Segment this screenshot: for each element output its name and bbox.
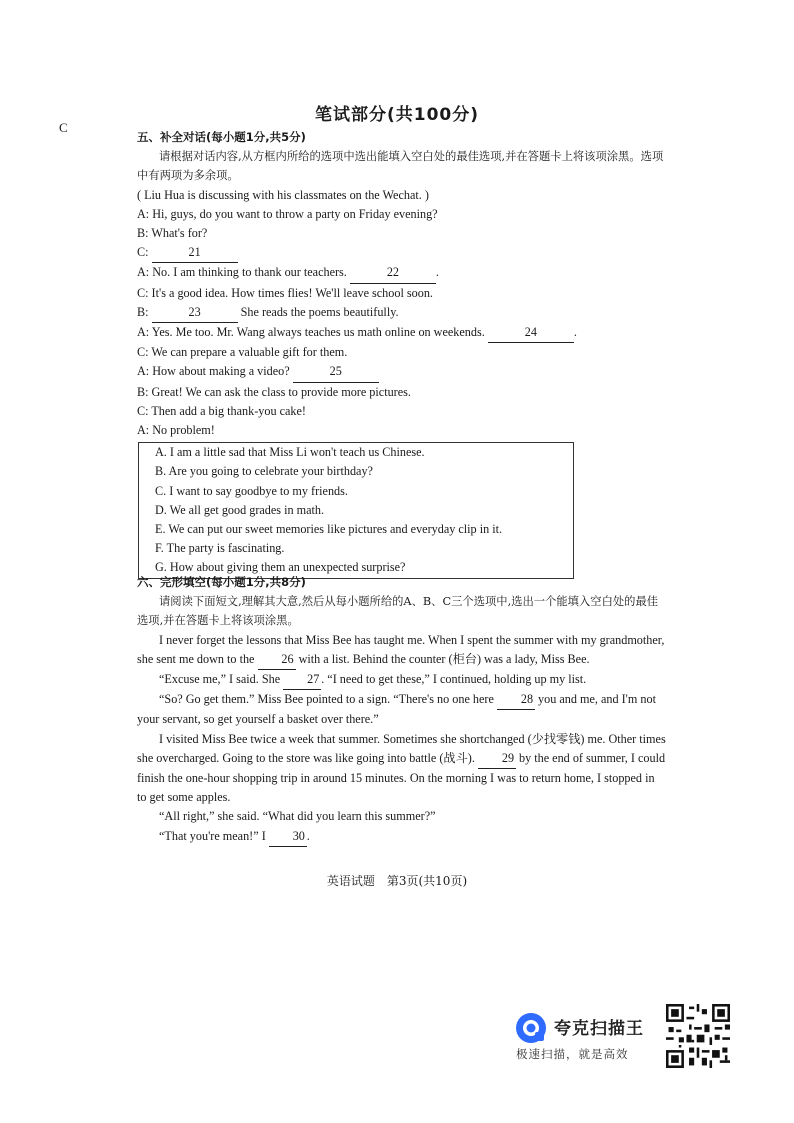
answer-blank: 24: [488, 323, 574, 343]
passage-text: “Excuse me,” I said. She: [159, 672, 284, 687]
passage-text: you and me, and I'm not your servant, so get yourself a basket over there.”: [137, 692, 656, 727]
section-6: [137, 573, 667, 847]
quark-logo-icon: [514, 1011, 548, 1045]
dialogue-line: [137, 323, 667, 343]
section-6-instruction: 请阅读下面短文,理解其大意,然后从每小题所给的A、B、C三个选项中,选出一个能填入空白处的最佳选项,并在答题卡上将该项涂黑。: [137, 595, 659, 628]
option-item: E. We can put our sweet memories like pictures and everyday clip in it.: [155, 522, 503, 537]
section-5-instruction: 请根据对话内容,从方框内所给的选项中选出能填入空白处的最佳选项,并在答题卡上将该项涂黑。选项中有两项为多余项。: [137, 150, 664, 183]
passage-paragraph: [137, 631, 667, 670]
dialogue-line: [137, 402, 667, 421]
dialogue-text: .: [435, 265, 439, 280]
answer-blank: 21: [152, 243, 238, 263]
options-box: [138, 442, 574, 578]
dialogue-line: [137, 243, 667, 263]
cloze-blank: 28: [497, 690, 535, 710]
dialogue-line: [137, 224, 667, 243]
option-item: B. Are you going to celebrate your birthday?: [155, 464, 373, 479]
scanner-watermark: [514, 1006, 664, 1066]
dialogue-text: A: No. I am thinking to thank our teachers.: [137, 265, 350, 280]
passage-text: “That you're mean!” I: [159, 828, 269, 843]
section-6-heading: 六、完形填空(每小题1分,共8分): [137, 575, 306, 589]
passage-text: with a list. Behind the counter (柜台) was a lady, Miss Bee.: [295, 651, 590, 666]
dialogue-text: C:: [137, 245, 152, 260]
dialogue-text: C: We can prepare a valuable gift for them.: [137, 345, 348, 360]
passage-paragraph: [137, 670, 667, 690]
answer-blank: 23: [152, 303, 238, 323]
qr-code-icon[interactable]: [666, 1004, 730, 1068]
passage-text: . “I need to get these,” I continued, holding up my list.: [321, 672, 587, 687]
cloze-blank: 27: [283, 670, 321, 690]
dialogue-text: A: Hi, guys, do you want to throw a party on Friday evening?: [137, 206, 438, 221]
page-title: 笔试部分(共100分): [314, 105, 480, 125]
dialogue-line: [137, 303, 667, 323]
cloze-passage: [137, 631, 667, 847]
passage-text: I visited Miss Bee twice a week that summer. Sometimes she shortchanged (少找零钱) me. Other times she overcharged. Going to the store was like going into battle (战斗).: [137, 731, 666, 765]
dialogue-text: B: Great! We can ask the class to provide more pictures.: [137, 384, 411, 399]
dialogue-line: [137, 362, 667, 382]
dialogue-line: [137, 284, 667, 303]
dialogue: [137, 205, 667, 440]
cloze-blank: 30: [269, 827, 307, 847]
page-footer: 英语试题 第3页(共10页): [326, 874, 468, 888]
passage-paragraph: [137, 730, 667, 808]
passage-paragraph: [137, 690, 667, 729]
dialogue-text: A: No problem!: [137, 423, 215, 438]
section-5: [137, 128, 667, 581]
dialogue-text: C: Then add a big thank-you cake!: [137, 403, 306, 418]
dialogue-line: [137, 343, 667, 362]
option-item: A. I am a little sad that Miss Li won't teach us Chinese.: [155, 445, 425, 460]
option-item: D. We all get good grades in math.: [155, 502, 325, 517]
passage-paragraph: [137, 807, 667, 826]
dialogue-context: ( Liu Hua is discussing with his classmates on the Wechat. ): [137, 187, 429, 202]
passage-text: .: [306, 828, 310, 843]
option-item: F. The party is fascinating.: [155, 541, 285, 556]
answer-blank: 25: [293, 362, 379, 382]
cloze-blank: 26: [258, 650, 296, 670]
option-item: C. I want to say goodbye to my friends.: [155, 483, 348, 498]
margin-mark: C: [59, 120, 68, 135]
dialogue-line: [137, 263, 667, 283]
section-5-heading: 五、补全对话(每小题1分,共5分): [137, 130, 306, 144]
passage-paragraph: [137, 827, 667, 847]
dialogue-text: B:: [137, 304, 152, 319]
dialogue-line: [137, 383, 667, 402]
dialogue-text: C: It's a good idea. How times flies! We'll leave school soon.: [137, 285, 433, 300]
brand-name: 夸克扫描王: [554, 1019, 644, 1039]
passage-text: “All right,” she said. “What did you learn this summer?”: [159, 809, 436, 824]
dialogue-line: [137, 421, 667, 440]
passage-text: by the end of summer, I could finish the one-hour shopping trip in around 15 minutes. On the morning I was to return home, I stopped in to get some apples.: [137, 750, 666, 805]
dialogue-text: .: [573, 325, 577, 340]
dialogue-line: [137, 205, 667, 224]
answer-blank: 22: [350, 263, 436, 283]
brand-slogan: 极速扫描，就是高效: [516, 1047, 629, 1061]
passage-text: “So? Go get them.” Miss Bee pointed to a sign. “There's no one here: [159, 692, 497, 707]
option-item: G. How about giving them an unexpected surprise?: [155, 560, 406, 575]
dialogue-text: She reads the poems beautifully.: [237, 304, 399, 319]
passage-text: I never forget the lessons that Miss Bee has taught me. When I spent the summer with my grandmother, she sent me down to the: [137, 632, 665, 666]
dialogue-text: A: Yes. Me too. Mr. Wang always teaches us math online on weekends.: [137, 325, 488, 340]
dialogue-text: A: How about making a video?: [137, 364, 293, 379]
cloze-blank: 29: [478, 749, 516, 769]
dialogue-text: B: What's for?: [137, 226, 208, 241]
